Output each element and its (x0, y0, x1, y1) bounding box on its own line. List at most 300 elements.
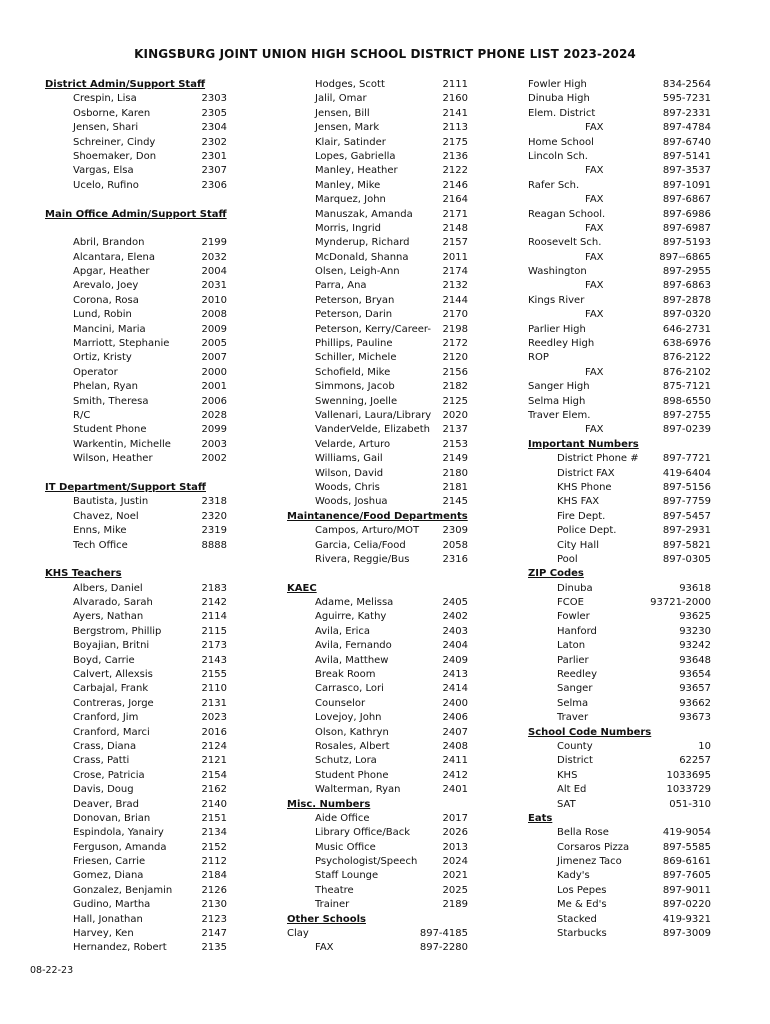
entry-number: 2414 (442, 683, 468, 695)
entry-number: 897-2280 (419, 942, 468, 954)
entry-name: Olsen, Leigh-Ann (315, 266, 400, 278)
entry-name: Schutz, Lora (315, 755, 377, 767)
entry-number: 2155 (201, 669, 227, 681)
phone-entry (45, 423, 227, 437)
entry-number: 2140 (201, 798, 227, 810)
entry-name: Fowler (557, 611, 590, 623)
phone-entry (45, 841, 227, 855)
column-1 (45, 78, 227, 956)
phone-entry (528, 164, 711, 178)
entry-name: Library Office/Back (315, 827, 410, 839)
entry-number: 2301 (201, 150, 227, 162)
phone-entry (287, 769, 468, 783)
entry-name: Psychologist/Speech (315, 856, 418, 868)
entry-number: 419-9321 (662, 913, 711, 925)
entry-name: Hanford (557, 625, 597, 637)
phone-entry (528, 236, 711, 250)
entry-name: Corona, Rosa (73, 294, 139, 306)
entry-name: Marriott, Stephanie (73, 338, 170, 350)
entry-name: Bautista, Justin (73, 496, 149, 508)
entry-name: Alt Ed (557, 784, 587, 796)
entry-name: Rafer Sch. (528, 179, 580, 191)
phone-entry (528, 625, 711, 639)
phone-entry (528, 869, 711, 883)
entry-name: Lincoln Sch. (528, 150, 588, 162)
entry-name: Kady's (557, 870, 590, 882)
entry-number: 2154 (201, 769, 227, 781)
phone-entry (528, 524, 711, 538)
entry-number: 897-0220 (662, 899, 711, 911)
entry-number: 638-6976 (662, 338, 711, 350)
phone-entry (45, 121, 227, 135)
entry-name: Boyd, Carrie (73, 654, 135, 666)
phone-entry (45, 941, 227, 955)
entry-name: Dinuba High (528, 93, 590, 105)
entry-name: Ferguson, Amanda (73, 841, 167, 853)
phone-entry (45, 913, 227, 927)
entry-name: Stacked (557, 913, 597, 925)
entry-number: 897-2931 (662, 525, 711, 537)
phone-entry (45, 179, 227, 193)
column-2 (287, 78, 468, 956)
phone-entry (287, 539, 468, 553)
entry-name: Kings River (528, 294, 585, 306)
phone-entry (528, 913, 711, 927)
phone-entry (287, 697, 468, 711)
entry-name: Klair, Satinder (315, 136, 386, 148)
entry-name: Jensen, Mark (315, 122, 380, 134)
phone-entry (287, 107, 468, 121)
section-heading-text: KAEC (287, 582, 317, 594)
entry-name: Sanger (557, 683, 593, 695)
entry-name: Gudino, Martha (73, 899, 151, 911)
phone-entry (528, 826, 711, 840)
entry-name: Campos, Arturo/MOT (315, 525, 420, 537)
entry-number: 2173 (201, 640, 227, 652)
entry-number: 2121 (201, 755, 227, 767)
section-heading-text: KHS Teachers (45, 568, 122, 580)
phone-entry (45, 337, 227, 351)
entry-name: Osborne, Karen (73, 107, 151, 119)
spacer (45, 193, 227, 207)
entry-number: 2007 (201, 352, 227, 364)
entry-number: 2171 (442, 208, 468, 220)
footer-date: 08-22-23 (30, 965, 74, 976)
entry-name: Friesen, Carrie (73, 856, 146, 868)
section-heading (287, 510, 468, 524)
phone-entry (45, 107, 227, 121)
entry-name: Schofield, Mike (315, 366, 391, 378)
phone-entry (528, 654, 711, 668)
entry-number: 1033729 (666, 784, 711, 796)
entry-number: 2164 (442, 194, 468, 206)
entry-name: Rosales, Albert (315, 740, 390, 752)
entry-name: KHS Phone (557, 481, 612, 493)
phone-entry (528, 668, 711, 682)
entry-name: Carrasco, Lori (315, 683, 384, 695)
entry-name: Swenning, Joelle (315, 395, 398, 407)
entry-name: Parlier (557, 654, 589, 666)
phone-entry (528, 884, 711, 898)
spacer (45, 553, 227, 567)
phone-entry (287, 179, 468, 193)
phone-entry (45, 92, 227, 106)
section-heading-text: ZIP Codes (528, 568, 584, 580)
phone-entry (45, 625, 227, 639)
entry-name: Lund, Robin (73, 309, 132, 321)
entry-number: 2318 (201, 496, 227, 508)
entry-name: Apgar, Heather (73, 266, 150, 278)
entry-number: 646-2731 (662, 323, 711, 335)
phone-entry (287, 869, 468, 883)
phone-entry (287, 351, 468, 365)
entry-name: Simmons, Jacob (315, 381, 395, 393)
phone-entry (45, 279, 227, 293)
entry-name: Staff Lounge (315, 870, 379, 882)
entry-name: Lopes, Gabriella (315, 150, 396, 162)
column-3 (528, 78, 711, 941)
entry-name: FAX (585, 165, 604, 177)
entry-number: 2010 (201, 294, 227, 306)
phone-entry (287, 898, 468, 912)
phone-entry (287, 395, 468, 409)
entry-name: Peterson, Kerry/Career- (315, 323, 431, 335)
phone-entry (528, 610, 711, 624)
phone-entry (45, 366, 227, 380)
entry-number: 93721-2000 (650, 597, 711, 609)
entry-name: Bergstrom, Phillip (73, 625, 162, 637)
entry-number: 2114 (201, 611, 227, 623)
entry-number: 897-3009 (662, 928, 711, 940)
entry-name: Selma High (528, 395, 586, 407)
entry-number: 2146 (442, 179, 468, 191)
phone-entry (528, 898, 711, 912)
phone-entry (528, 251, 711, 265)
phone-entry (45, 754, 227, 768)
entry-name: Trainer (315, 899, 350, 911)
entry-number: 2404 (442, 640, 468, 652)
entry-number: 93625 (679, 611, 711, 623)
entry-name: Carbajal, Frank (73, 683, 149, 695)
entry-number: 897--6865 (659, 251, 711, 263)
entry-name: Schiller, Michele (315, 352, 397, 364)
phone-entry (528, 279, 711, 293)
entry-name: Corsaros Pizza (557, 841, 630, 853)
section-heading-text: District Admin/Support Staff (45, 79, 206, 90)
entry-name: Student Phone (315, 769, 389, 781)
entry-number: 2141 (442, 107, 468, 119)
entry-name: Wilson, Heather (73, 453, 153, 465)
entry-number: 897-5141 (662, 150, 711, 162)
entry-name: Police Dept. (557, 525, 617, 537)
entry-number: 2199 (201, 237, 227, 249)
entry-name: KHS FAX (557, 496, 600, 508)
entry-number: 2402 (442, 611, 468, 623)
entry-name: Hall, Jonathan (73, 913, 143, 925)
phone-entry (45, 150, 227, 164)
phone-entry (45, 682, 227, 696)
entry-number: 2400 (442, 697, 468, 709)
phone-entry (287, 78, 468, 92)
phone-entry (45, 668, 227, 682)
phone-entry (528, 409, 711, 423)
phone-entry (287, 467, 468, 481)
phone-entry (528, 927, 711, 941)
entry-name: Alcantara, Elena (73, 251, 155, 263)
phone-entry (528, 596, 711, 610)
entry-name: Fire Dept. (557, 510, 606, 522)
phone-entry (45, 726, 227, 740)
entry-number: 2411 (442, 755, 468, 767)
entry-number: 2123 (201, 913, 227, 925)
entry-name: ROP (528, 352, 549, 364)
entry-number: 2303 (201, 93, 227, 105)
entry-number: 897-2331 (662, 107, 711, 119)
phone-entry (287, 222, 468, 236)
entry-name: District FAX (557, 467, 615, 479)
entry-number: 2136 (442, 150, 468, 162)
entry-number: 2026 (442, 827, 468, 839)
entry-name: Rivera, Reggie/Bus (315, 553, 410, 565)
entry-number: 898-6550 (662, 395, 711, 407)
entry-number: 2002 (201, 453, 227, 465)
entry-number: 1033695 (666, 769, 711, 781)
phone-entry (287, 654, 468, 668)
entry-name: Albers, Daniel (73, 582, 143, 594)
phone-entry (287, 409, 468, 423)
entry-name: Harvey, Ken (73, 928, 134, 940)
phone-entry (528, 136, 711, 150)
phone-entry (287, 193, 468, 207)
entry-name: Smith, Theresa (73, 395, 149, 407)
entry-number: 2403 (442, 625, 468, 637)
entry-number: 2032 (201, 251, 227, 263)
entry-number: 2412 (442, 769, 468, 781)
entry-number: 897-7605 (662, 870, 711, 882)
entry-name: Calvert, Allexsis (73, 669, 153, 681)
entry-name: FAX (585, 309, 604, 321)
entry-number: 2017 (442, 812, 468, 824)
phone-entry (45, 265, 227, 279)
entry-name: Peterson, Bryan (315, 294, 395, 306)
entry-number: 2143 (201, 654, 227, 666)
entry-number: 876-2102 (662, 366, 711, 378)
entry-name: Donovan, Brian (73, 812, 151, 824)
entry-name: Peterson, Darin (315, 309, 393, 321)
section-heading (528, 567, 711, 581)
entry-number: 897-6987 (662, 222, 711, 234)
phone-entry (528, 121, 711, 135)
entry-number: 2320 (201, 510, 227, 522)
phone-entry (45, 251, 227, 265)
phone-entry (45, 236, 227, 250)
entry-number: 2008 (201, 309, 227, 321)
phone-entry (287, 164, 468, 178)
phone-entry (528, 697, 711, 711)
entry-name: Operator (73, 366, 118, 378)
entry-name: Williams, Gail (315, 453, 383, 465)
entry-name: FAX (585, 251, 604, 263)
phone-entry (45, 884, 227, 898)
entry-number: 897-5821 (662, 539, 711, 551)
section-heading (45, 567, 227, 581)
entry-number: 2181 (442, 481, 468, 493)
entry-number: 897-4185 (419, 928, 468, 940)
phone-entry (287, 121, 468, 135)
entry-number: 62257 (679, 755, 711, 767)
phone-entry (45, 510, 227, 524)
phone-entry (45, 927, 227, 941)
spacer (45, 222, 227, 236)
phone-entry (287, 625, 468, 639)
phone-entry (528, 682, 711, 696)
entry-name: Traver Elem. (528, 409, 591, 421)
entry-name: Espindola, Yanairy (73, 827, 164, 839)
phone-entry (45, 869, 227, 883)
entry-number: 2025 (442, 884, 468, 896)
phone-entry (45, 409, 227, 423)
entry-number: 2319 (201, 525, 227, 537)
phone-entry (528, 481, 711, 495)
entry-number: 2306 (201, 179, 227, 191)
entry-number: 2189 (442, 899, 468, 911)
entry-name: Mancini, Maria (73, 323, 146, 335)
entry-name: FAX (315, 942, 334, 954)
entry-number: 2006 (201, 395, 227, 407)
entry-number: 2153 (442, 438, 468, 450)
entry-number: 2058 (442, 539, 468, 551)
entry-number: 93242 (679, 640, 711, 652)
phone-entry (528, 510, 711, 524)
entry-number: 8888 (201, 539, 227, 551)
entry-name: Manley, Mike (315, 179, 381, 191)
entry-number: 897-6863 (662, 280, 711, 292)
entry-name: Davis, Doug (73, 784, 134, 796)
entry-number: 2406 (442, 712, 468, 724)
phone-entry (287, 682, 468, 696)
entry-number: 2003 (201, 438, 227, 450)
section-heading (45, 78, 227, 92)
phone-entry (528, 265, 711, 279)
phone-entry (287, 783, 468, 797)
entry-name: FAX (585, 366, 604, 378)
entry-name: Elem. District (528, 107, 596, 119)
entry-name: FAX (585, 424, 604, 436)
phone-entry (45, 826, 227, 840)
entry-number: 93673 (679, 712, 711, 724)
entry-number: 897-6986 (662, 208, 711, 220)
phone-entry (287, 884, 468, 898)
entry-name: Theatre (315, 884, 354, 896)
section-heading (287, 582, 468, 596)
entry-number: 93654 (679, 669, 711, 681)
entry-number: 2162 (201, 784, 227, 796)
entry-name: Olson, Kathryn (315, 726, 389, 738)
phone-entry (45, 711, 227, 725)
entry-number: 2145 (442, 496, 468, 508)
entry-name: County (557, 740, 593, 752)
phone-entry (45, 812, 227, 826)
entry-number: 2147 (201, 928, 227, 940)
phone-entry (45, 395, 227, 409)
entry-number: 93657 (679, 683, 711, 695)
entry-number: 2020 (442, 409, 468, 421)
entry-number: 897-9011 (662, 884, 711, 896)
phone-entry (287, 495, 468, 509)
entry-number: 2172 (442, 338, 468, 350)
phone-entry (528, 179, 711, 193)
phone-entry (528, 711, 711, 725)
phone-entry (287, 136, 468, 150)
entry-number: 2148 (442, 222, 468, 234)
phone-entry (528, 308, 711, 322)
entry-number: 93618 (679, 582, 711, 594)
entry-name: Fowler High (528, 79, 587, 90)
entry-number: 2304 (201, 122, 227, 134)
entry-name: SAT (557, 798, 576, 810)
phone-entry (528, 294, 711, 308)
entry-name: Marquez, John (315, 194, 386, 206)
phone-entry (528, 553, 711, 567)
phone-entry (287, 438, 468, 452)
entry-name: Crose, Patricia (73, 769, 145, 781)
phone-entry (287, 337, 468, 351)
phone-entry (287, 610, 468, 624)
entry-name: Hodges, Scott (315, 79, 385, 90)
entry-name: R/C (73, 409, 91, 421)
entry-number: 2302 (201, 136, 227, 148)
entry-name: KHS (557, 769, 578, 781)
entry-number: 595-7231 (662, 93, 711, 105)
entry-name: FAX (585, 122, 604, 134)
phone-entry (287, 308, 468, 322)
entry-number: 2130 (201, 899, 227, 911)
phone-entry (528, 380, 711, 394)
entry-name: VanderVelde, Elizabeth (315, 424, 431, 436)
entry-number: 93648 (679, 654, 711, 666)
phone-entry (45, 452, 227, 466)
entry-name: Avila, Erica (315, 625, 371, 637)
entry-number: 2307 (201, 165, 227, 177)
entry-number: 2013 (442, 841, 468, 853)
phone-entry (528, 423, 711, 437)
phone-entry (528, 740, 711, 754)
phone-entry (528, 366, 711, 380)
entry-number: 2115 (201, 625, 227, 637)
phone-entry (45, 582, 227, 596)
phone-entry (528, 639, 711, 653)
phone-entry (287, 553, 468, 567)
entry-name: Wilson, David (315, 467, 384, 479)
entry-name: Woods, Chris (315, 481, 380, 493)
entry-number: 897-3537 (662, 165, 711, 177)
entry-name: Vallenari, Laura/Library (315, 409, 432, 421)
entry-number: 2409 (442, 654, 468, 666)
entry-name: Music Office (315, 841, 376, 853)
phone-entry (287, 740, 468, 754)
entry-number: 2125 (442, 395, 468, 407)
entry-name: Hernandez, Robert (73, 942, 167, 954)
entry-name: Velarde, Arturo (315, 438, 391, 450)
phone-entry (528, 193, 711, 207)
entry-number: 2151 (201, 812, 227, 824)
phone-entry (287, 668, 468, 682)
entry-number: 897-6867 (662, 194, 711, 206)
phone-entry (45, 697, 227, 711)
entry-name: Tech Office (73, 539, 128, 551)
entry-number: 2120 (442, 352, 468, 364)
entry-name: Phelan, Ryan (73, 381, 138, 393)
